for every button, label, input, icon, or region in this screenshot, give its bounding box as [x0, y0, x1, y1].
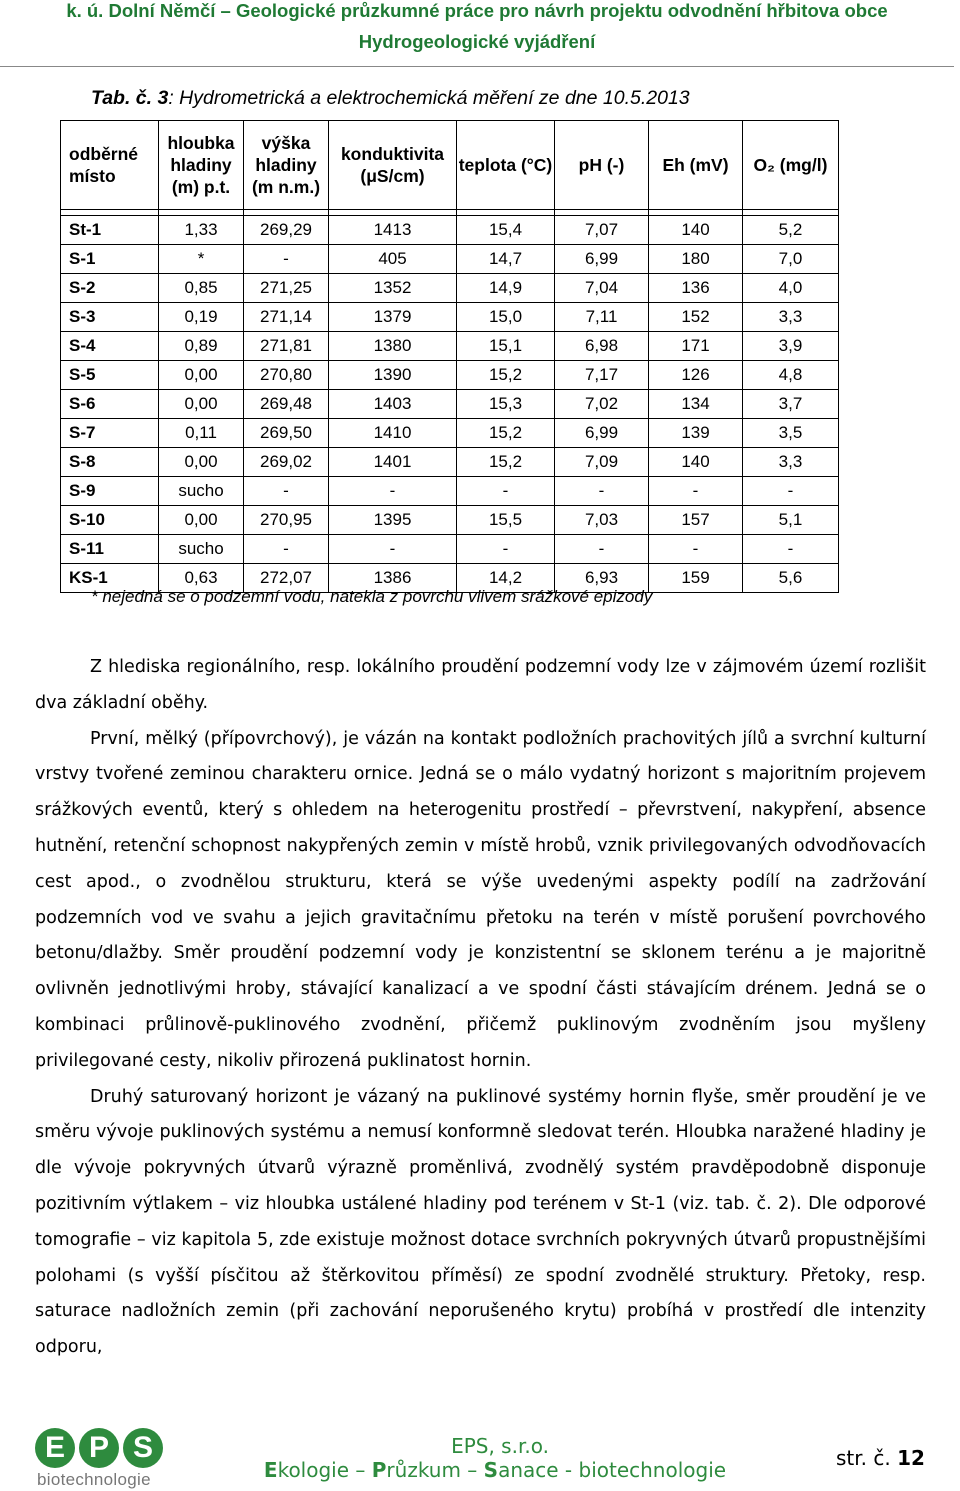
- column-header: O₂ (mg/l): [743, 121, 839, 210]
- value-cell: 1403: [329, 390, 457, 419]
- value-cell: 14,9: [457, 274, 555, 303]
- value-cell: 157: [649, 506, 743, 535]
- value-cell: 1395: [329, 506, 457, 535]
- column-header: pH (-): [555, 121, 649, 210]
- table-row: [61, 419, 839, 448]
- page-number: [836, 1446, 925, 1470]
- value-cell: 3,5: [743, 419, 839, 448]
- value-cell: -: [329, 535, 457, 564]
- table-row: [61, 274, 839, 303]
- site-cell: S-11: [61, 535, 159, 564]
- site-cell: S-3: [61, 303, 159, 332]
- value-cell: -: [649, 477, 743, 506]
- value-cell: sucho: [159, 477, 244, 506]
- value-cell: 269,29: [244, 216, 329, 245]
- logo-subtitle: biotechnologie: [37, 1470, 151, 1489]
- value-cell: -: [743, 535, 839, 564]
- value-cell: 15,5: [457, 506, 555, 535]
- header-title: k. ú. Dolní Němčí – Geologické průzkumné práce pro návrh projektu odvodnění hřbitova obce: [66, 0, 888, 21]
- body-text: [35, 650, 926, 1366]
- value-cell: 0,11: [159, 419, 244, 448]
- value-cell: 5,1: [743, 506, 839, 535]
- value-cell: 5,6: [743, 564, 839, 593]
- value-cell: 14,2: [457, 564, 555, 593]
- value-cell: 271,81: [244, 332, 329, 361]
- value-cell: -: [329, 477, 457, 506]
- value-cell: 7,02: [555, 390, 649, 419]
- table-row: [61, 448, 839, 477]
- header-subtitle: Hydrogeologické vyjádření: [358, 31, 596, 52]
- table-footnote: * nejedná se o podzemní vodu, natekla z povrchu vlivem srážkové epizody: [91, 587, 653, 606]
- value-cell: 1379: [329, 303, 457, 332]
- table-row: [61, 332, 839, 361]
- header-divider: [0, 66, 954, 67]
- table-row: [61, 245, 839, 274]
- footer-company: EPS, s.r.o.: [451, 1434, 549, 1458]
- table-row: [61, 303, 839, 332]
- value-cell: 0,00: [159, 361, 244, 390]
- paragraph-2: První, mělký (přípovrchový), je vázán na kontakt podložních prachovitých jílů a svrchní kulturní vrstvy tvořené zeminou charakteru ornice. Jedná se o málo vydatný horizont s majoritním projevem srážkových eventů, který s ohledem na heterogenitu prostředí – převrstvení, nakypření, absence hutnění, retenční schopnost nakypřených zemin v místě hrobů, vznik privilegovaných odvodňovacích cest apod., o zvodnělou strukturu, která se výše uvedenými aspekty podílí na zadržování podzemních vod ve svahu a jejich gravitačnímu přetoku na terén v místě porušení povrchového betonu/dlažby. Směr proudění podzemní vody je konzistentní se sklonem terénu a je majoritně ovlivněn jednotlivými hroby, stávající kanalizací a ve spodní části stávajícím drénem. Jedná se o kombinaci průlinově-puklinového zvodnění, přičemž puklinovým zvodněním jsou myšleny privilegované cesty, nikoliv přirozená puklinatost hornin.: [35, 728, 926, 1071]
- value-cell: -: [244, 477, 329, 506]
- value-cell: 140: [649, 448, 743, 477]
- value-cell: 171: [649, 332, 743, 361]
- table-row: [61, 390, 839, 419]
- value-cell: 15,3: [457, 390, 555, 419]
- site-cell: St-1: [61, 216, 159, 245]
- value-cell: 6,98: [555, 332, 649, 361]
- value-cell: 1380: [329, 332, 457, 361]
- value-cell: 7,11: [555, 303, 649, 332]
- column-header: hloubka hladiny (m) p.t.: [159, 121, 244, 210]
- site-cell: S-8: [61, 448, 159, 477]
- motto-word: růzkum –: [386, 1458, 484, 1482]
- table-row: [61, 506, 839, 535]
- column-header: konduktivita (μS/cm): [329, 121, 457, 210]
- value-cell: -: [649, 535, 743, 564]
- value-cell: -: [244, 245, 329, 274]
- value-cell: 272,07: [244, 564, 329, 593]
- value-cell: 15,0: [457, 303, 555, 332]
- value-cell: 405: [329, 245, 457, 274]
- value-cell: 5,2: [743, 216, 839, 245]
- value-cell: 6,99: [555, 245, 649, 274]
- site-cell: S-9: [61, 477, 159, 506]
- value-cell: 159: [649, 564, 743, 593]
- value-cell: 0,63: [159, 564, 244, 593]
- logo-letter: S: [123, 1428, 163, 1468]
- table-row: [61, 216, 839, 245]
- column-header: Eh (mV): [649, 121, 743, 210]
- value-cell: -: [743, 477, 839, 506]
- value-cell: 126: [649, 361, 743, 390]
- value-cell: 270,80: [244, 361, 329, 390]
- value-cell: 1390: [329, 361, 457, 390]
- value-cell: 1401: [329, 448, 457, 477]
- page-footer: [0, 1420, 960, 1491]
- value-cell: 1410: [329, 419, 457, 448]
- value-cell: 7,09: [555, 448, 649, 477]
- footer-motto: [0, 1458, 960, 1482]
- table-caption: [91, 87, 690, 110]
- site-cell: S-2: [61, 274, 159, 303]
- value-cell: 14,7: [457, 245, 555, 274]
- value-cell: 0,00: [159, 390, 244, 419]
- table-row: [61, 535, 839, 564]
- value-cell: 15,2: [457, 448, 555, 477]
- value-cell: 0,00: [159, 506, 244, 535]
- value-cell: 6,93: [555, 564, 649, 593]
- page-header: [0, 0, 960, 64]
- value-cell: 7,07: [555, 216, 649, 245]
- value-cell: 136: [649, 274, 743, 303]
- motto-initial: S: [483, 1458, 499, 1482]
- value-cell: 3,7: [743, 390, 839, 419]
- value-cell: sucho: [159, 535, 244, 564]
- value-cell: 270,95: [244, 506, 329, 535]
- value-cell: 4,8: [743, 361, 839, 390]
- value-cell: 0,89: [159, 332, 244, 361]
- value-cell: 1352: [329, 274, 457, 303]
- value-cell: 7,17: [555, 361, 649, 390]
- site-cell: KS-1: [61, 564, 159, 593]
- value-cell: -: [457, 535, 555, 564]
- table-row: [61, 361, 839, 390]
- page-label: str. č.: [836, 1446, 891, 1470]
- value-cell: 4,0: [743, 274, 839, 303]
- value-cell: 15,4: [457, 216, 555, 245]
- paragraph-1: Z hlediska regionálního, resp. lokálního proudění podzemní vody lze v zájmovém území rozlišit dva základní oběhy.: [35, 657, 926, 713]
- paragraph-3: Druhý saturovaný horizont je vázaný na puklinové systémy hornin flyše, směr proudění je ve směru vývoje puklinových systému a nemusí konformně sledovat terén. Hloubka naražené hladiny je dle vývoje pokryvných útvarů výrazně proměnlivá, zvodnělý systém pravděpodobně disponuje pozitivním výtlakem – viz hloubka ustálené hladiny pod terénem v St-1 (viz. tab. č. 2). Dle odporové tomografie – viz kapitola 5, zde existuje možnost dotace svrchních pokryvných útvarů propustnějšími polohami (s vyšší písčitou až štěrkovitou příměsí) ze spodní zvodnělé struktury. Přetoky, resp. saturace nadložních zemin (při zachování neporušeného krytu) probíhá v prostředí dle intenzity odporu,: [35, 1086, 926, 1358]
- value-cell: 3,3: [743, 303, 839, 332]
- value-cell: 139: [649, 419, 743, 448]
- motto-initial: P: [371, 1458, 387, 1482]
- value-cell: 7,0: [743, 245, 839, 274]
- column-header: teplota (°C): [457, 121, 555, 210]
- value-cell: -: [555, 477, 649, 506]
- value-cell: *: [159, 245, 244, 274]
- value-cell: 271,25: [244, 274, 329, 303]
- value-cell: 0,19: [159, 303, 244, 332]
- value-cell: 0,00: [159, 448, 244, 477]
- measurement-table: [60, 120, 839, 593]
- value-cell: -: [555, 535, 649, 564]
- value-cell: 6,99: [555, 419, 649, 448]
- logo-letter: P: [79, 1428, 119, 1468]
- motto-word: kologie –: [277, 1458, 372, 1482]
- value-cell: -: [457, 477, 555, 506]
- value-cell: 269,50: [244, 419, 329, 448]
- site-cell: S-4: [61, 332, 159, 361]
- value-cell: 3,3: [743, 448, 839, 477]
- value-cell: 152: [649, 303, 743, 332]
- site-cell: S-5: [61, 361, 159, 390]
- value-cell: 1,33: [159, 216, 244, 245]
- table-header-row: [61, 121, 839, 210]
- column-header: odběrné místo: [61, 121, 159, 210]
- value-cell: 140: [649, 216, 743, 245]
- table-row: [61, 477, 839, 506]
- value-cell: 1386: [329, 564, 457, 593]
- site-cell: S-7: [61, 419, 159, 448]
- value-cell: 3,9: [743, 332, 839, 361]
- value-cell: 15,1: [457, 332, 555, 361]
- motto-initial: E: [263, 1458, 278, 1482]
- site-cell: S-1: [61, 245, 159, 274]
- site-cell: S-10: [61, 506, 159, 535]
- value-cell: -: [244, 535, 329, 564]
- motto-word: anace - biotechnologie: [498, 1458, 727, 1482]
- value-cell: 269,02: [244, 448, 329, 477]
- caption-prefix: Tab. č. 3: [91, 87, 169, 109]
- column-header: výška hladiny (m n.m.): [244, 121, 329, 210]
- value-cell: 180: [649, 245, 743, 274]
- logo-letter: E: [35, 1428, 75, 1468]
- value-cell: 7,04: [555, 274, 649, 303]
- value-cell: 15,2: [457, 419, 555, 448]
- site-cell: S-6: [61, 390, 159, 419]
- value-cell: 271,14: [244, 303, 329, 332]
- value-cell: 269,48: [244, 390, 329, 419]
- value-cell: 1413: [329, 216, 457, 245]
- caption-text: : Hydrometrická a elektrochemická měření ze dne 10.5.2013: [168, 87, 690, 109]
- page-number-value: 12: [897, 1446, 925, 1470]
- value-cell: 0,85: [159, 274, 244, 303]
- value-cell: 134: [649, 390, 743, 419]
- value-cell: 15,2: [457, 361, 555, 390]
- value-cell: 7,03: [555, 506, 649, 535]
